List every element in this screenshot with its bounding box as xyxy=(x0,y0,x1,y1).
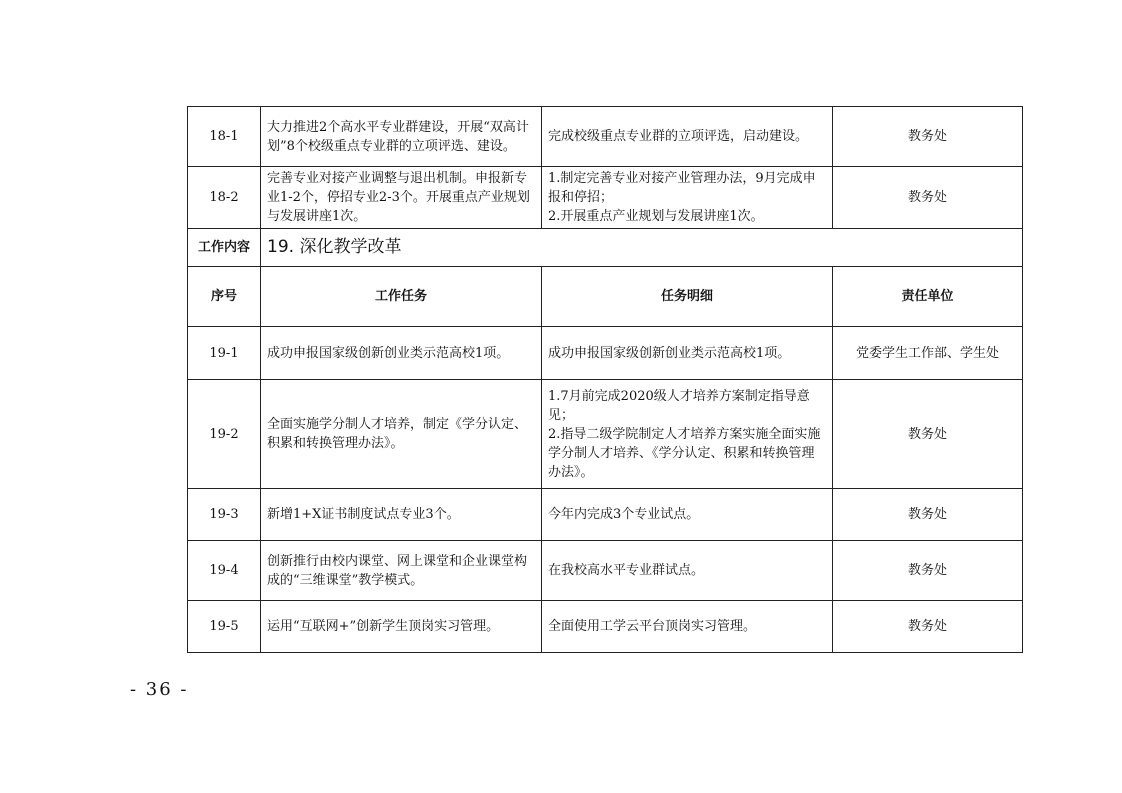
header-unit: 责任单位 xyxy=(833,267,1023,327)
row-id: 18-2 xyxy=(188,167,261,229)
row-task: 大力推进2个高水平专业群建设，开展“双高计划”8个校级重点专业群的立项评选、建设。 xyxy=(261,107,542,167)
row-task: 成功申报国家级创新创业类示范高校1项。 xyxy=(261,327,542,380)
work-plan-table xyxy=(187,106,1023,653)
table-row xyxy=(188,601,1023,653)
header-detail: 任务明细 xyxy=(542,267,833,327)
row-task: 全面实施学分制人才培养，制定《学分认定、积累和转换管理办法》。 xyxy=(261,380,542,489)
row-detail: 1.7月前完成2020级人才培养方案制定指导意见； 2.指导二级学院制定人才培养方案实施全面实施学分制人才培养、《学分认定、积累和转换管理办法》。 xyxy=(542,380,833,489)
row-detail: 成功申报国家级创新创业类示范高校1项。 xyxy=(542,327,833,380)
row-detail: 今年内完成3个专业试点。 xyxy=(542,489,833,541)
row-id: 19-3 xyxy=(188,489,261,541)
row-task: 运用“互联网+”创新学生顶岗实习管理。 xyxy=(261,601,542,653)
row-task: 创新推行由校内课堂、网上课堂和企业课堂构成的“三维课堂”教学模式。 xyxy=(261,541,542,601)
row-unit: 教务处 xyxy=(833,489,1023,541)
header-task: 工作任务 xyxy=(261,267,542,327)
section-title: 19. 深化教学改革 xyxy=(261,229,1023,267)
row-unit: 教务处 xyxy=(833,380,1023,489)
section-row xyxy=(188,229,1023,267)
row-unit: 教务处 xyxy=(833,167,1023,229)
row-unit: 党委学生工作部、学生处 xyxy=(833,327,1023,380)
row-id: 18-1 xyxy=(188,107,261,167)
row-id: 19-5 xyxy=(188,601,261,653)
row-unit: 教务处 xyxy=(833,601,1023,653)
row-id: 19-1 xyxy=(188,327,261,380)
row-detail: 全面使用工学云平台顶岗实习管理。 xyxy=(542,601,833,653)
section-label: 工作内容 xyxy=(188,229,261,267)
table-row xyxy=(188,541,1023,601)
row-detail: 在我校高水平专业群试点。 xyxy=(542,541,833,601)
row-id: 19-2 xyxy=(188,380,261,489)
row-detail: 完成校级重点专业群的立项评选，启动建设。 xyxy=(542,107,833,167)
table-row xyxy=(188,107,1023,167)
document-table-container xyxy=(187,106,1022,653)
table-row xyxy=(188,167,1023,229)
table-row xyxy=(188,489,1023,541)
row-id: 19-4 xyxy=(188,541,261,601)
row-unit: 教务处 xyxy=(833,107,1023,167)
header-row xyxy=(188,267,1023,327)
table-row xyxy=(188,327,1023,380)
row-unit: 教务处 xyxy=(833,541,1023,601)
row-task: 完善专业对接产业调整与退出机制。申报新专业1-2个，停招专业2-3个。开展重点产业规划与发展讲座1次。 xyxy=(261,167,542,229)
row-detail: 1.制定完善专业对接产业管理办法，9月完成申报和停招； 2.开展重点产业规划与发展讲座1次。 xyxy=(542,167,833,229)
header-id: 序号 xyxy=(188,267,261,327)
page-number: - 36 - xyxy=(130,679,189,700)
table-row xyxy=(188,380,1023,489)
row-task: 新增1+X证书制度试点专业3个。 xyxy=(261,489,542,541)
